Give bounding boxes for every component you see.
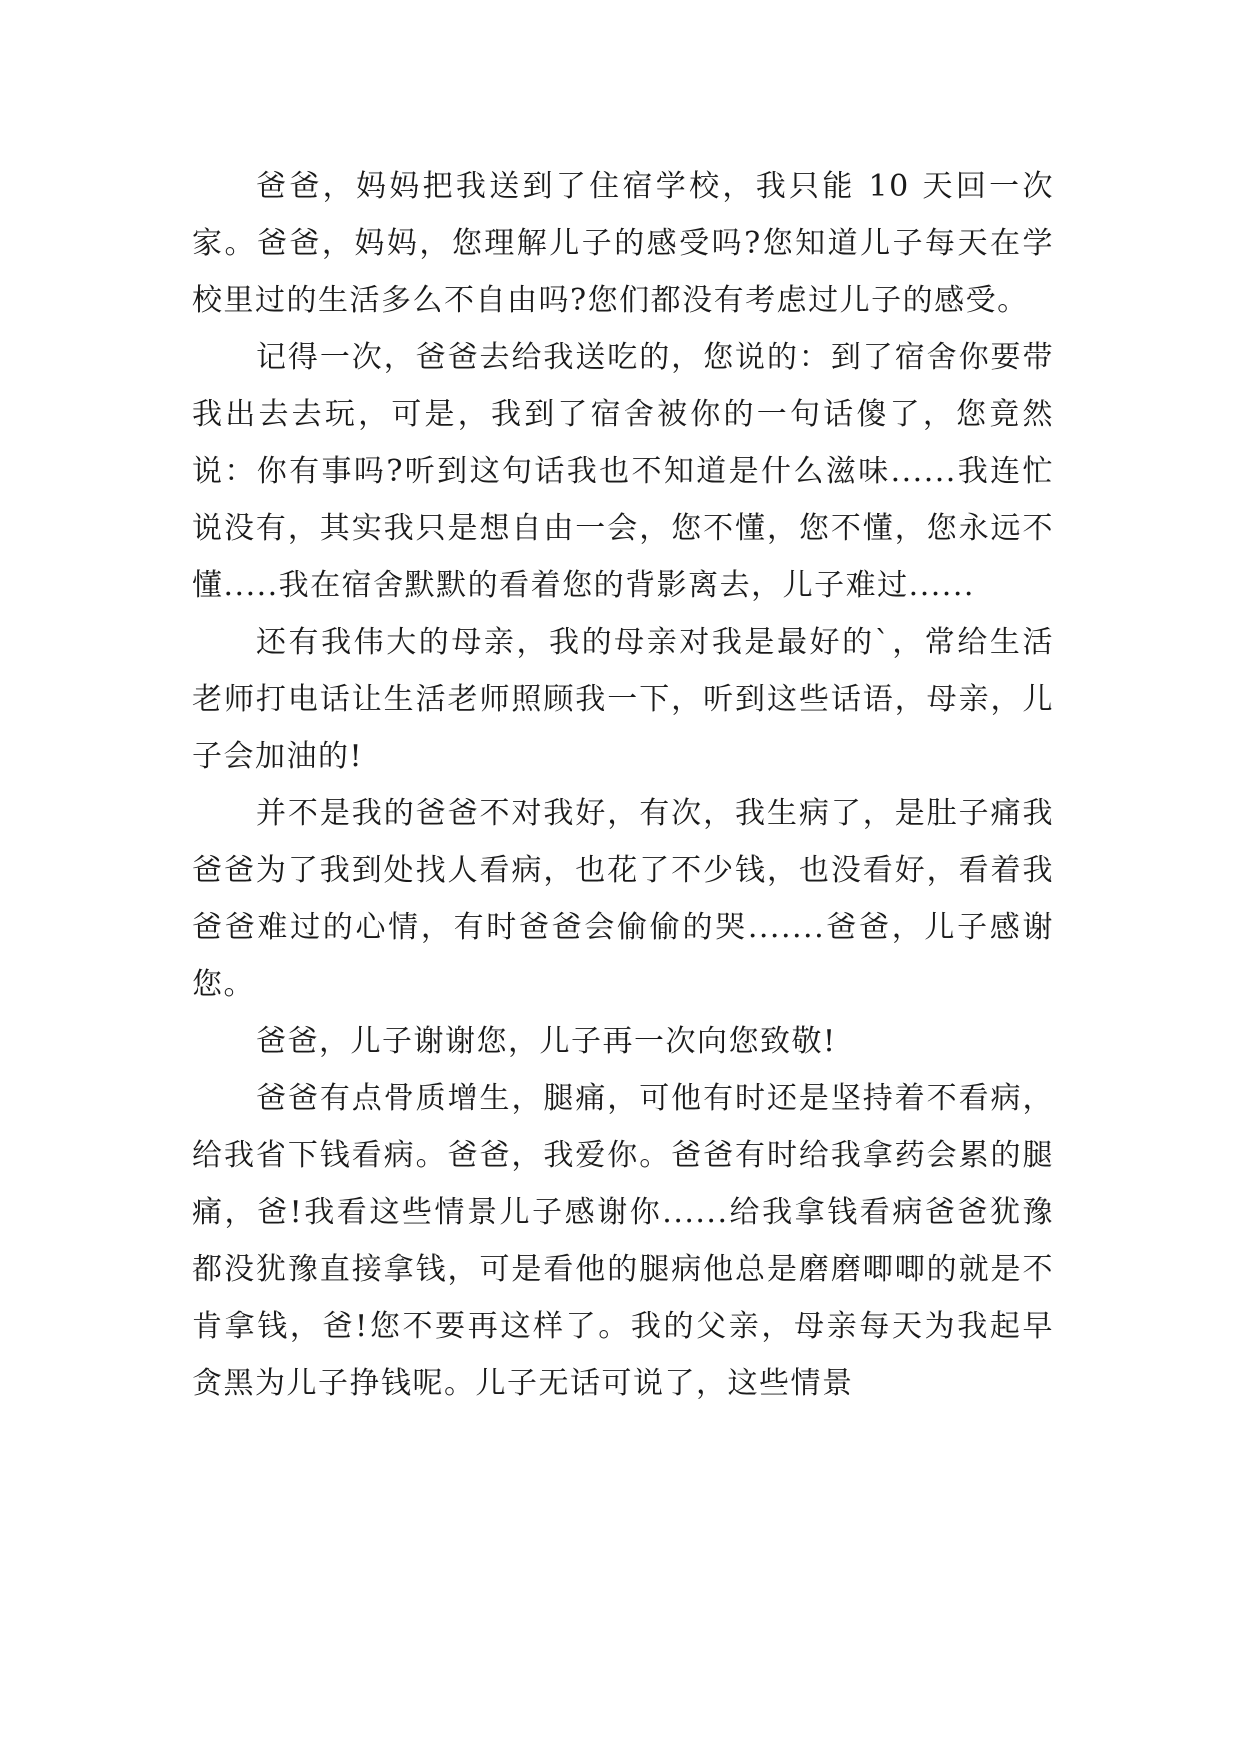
paragraph-1: 爸爸，妈妈把我送到了住宿学校，我只能 10 天回一次家。爸爸，妈妈，您理解儿子的感受吗?您知道儿子每天在学校里过的生活多么不自由吗?您们都没有考虑过儿子的感受。: [192, 169, 1054, 318]
paragraph-2: 记得一次，爸爸去给我送吃的，您说的：到了宿舍你要带我出去去玩，可是，我到了宿舍被你的一句话傻了，您竟然说：你有事吗?听到这句话我也不知道是什么滋味......我连忙说没有，其实我只是想自由一会，您不懂，您不懂，您永远不懂.....我在宿舍默默的看着您的背影离去，儿子难过......: [192, 340, 1054, 603]
paragraph-6: 爸爸有点骨质增生，腿痛，可他有时还是坚持着不看病，给我省下钱看病。爸爸，我爱你。爸爸有时给我拿药会累的腿痛，爸!我看这些情景儿子感谢你......给我拿钱看病爸爸犹豫都没犹豫直接拿钱，可是看他的腿病他总是磨磨唧唧的就是不肯拿钱，爸!您不要再这样了。我的父亲，母亲每天为我起早贪黑为儿子挣钱呢。儿子无话可说了，这些情景: [192, 1081, 1054, 1401]
paragraph-5: 爸爸，儿子谢谢您，儿子再一次向您致敬!: [256, 1024, 837, 1059]
paragraph-4: 并不是我的爸爸不对我好，有次，我生病了，是肚子痛我爸爸为了我到处找人看病，也花了不少钱，也没看好，看着我爸爸难过的心情，有时爸爸会偷偷的哭.......爸爸，儿子感谢您。: [192, 796, 1054, 1002]
paragraph-3: 还有我伟大的母亲，我的母亲对我是最好的`，常给生活老师打电话让生活老师照顾我一下，听到这些话语，母亲，儿子会加油的!: [192, 625, 1054, 774]
document-body: [192, 158, 1054, 1412]
